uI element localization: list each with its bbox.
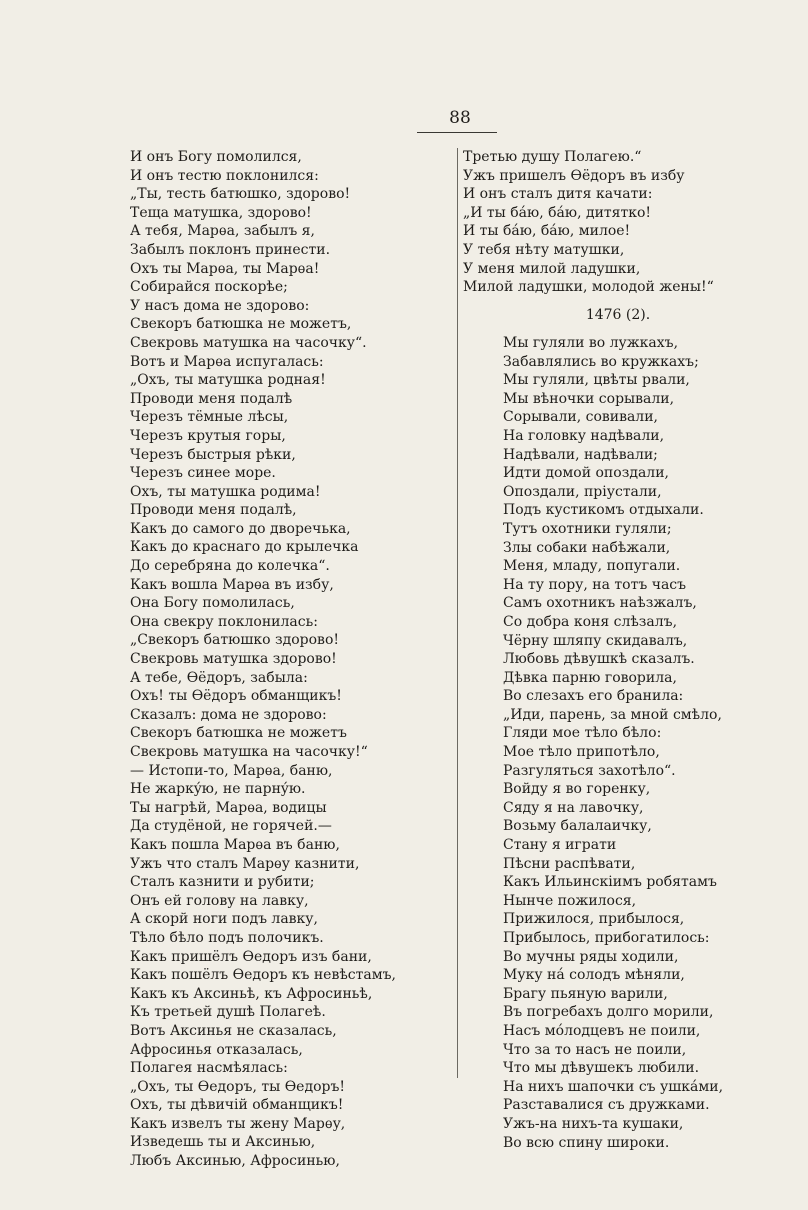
verse-line: Самъ охотникъ наѣзжалъ,	[503, 595, 697, 612]
verse-line: Войду я во горенку,	[503, 781, 651, 798]
verse-line: Въ погребахъ долго морили,	[503, 1004, 714, 1021]
verse-line: Вотъ и Марѳа испугалась:	[130, 353, 324, 370]
verse-line: Стану я играти	[503, 837, 617, 854]
verse-line: Забавлялись во кружкахъ;	[503, 353, 699, 370]
verse-line: Надѣвали, надѣвали;	[503, 446, 658, 463]
verse-line: Подъ кустикомъ отдыхали.	[503, 502, 704, 519]
verse-line: И онъ Богу помолился,	[130, 149, 302, 165]
verse-line: Какъ пришёлъ Ѳедоръ изъ бани,	[130, 948, 372, 965]
verse-line: На нихъ шапочки съ ушкáми,	[503, 1078, 724, 1095]
verse-line: Чёрну шляпу скидавалъ,	[503, 632, 688, 649]
verse-line: Какъ пошёлъ Ѳедоръ къ невѣстамъ,	[130, 967, 396, 984]
verse-line: Какъ до самого до дворечька,	[130, 520, 351, 537]
verse-line: Свекоръ батюшка не можетъ,	[130, 316, 352, 333]
verse-line: Изведешь ты и Аксинью,	[130, 1134, 316, 1151]
verse-line: Что за то насъ не поили,	[503, 1041, 687, 1058]
verse-line: Идти домой опоздали,	[503, 465, 669, 482]
page-number: 88	[449, 108, 471, 128]
column-separator	[457, 148, 458, 1078]
verse-line: И ты бáю, бáю, милое!	[463, 223, 631, 240]
verse-line: Злы собаки набѣжали,	[503, 539, 671, 556]
verse-line: У тебя нѣту матушки,	[463, 241, 625, 258]
verse-line: Разгуляться захотѣло“.	[503, 762, 676, 779]
poem-heading: 1476 (2).	[585, 307, 651, 323]
verse-line: А скорй ноги подъ лавку,	[130, 911, 318, 928]
verse-line: Свекоръ батюшка не можетъ	[130, 725, 347, 742]
verse-line: До серебряна до колечка“.	[130, 558, 330, 575]
verse-line: „И ты бáю, бáю, дитятко!	[463, 204, 652, 221]
verse-line: Черезъ крутыя горы,	[130, 427, 286, 444]
verse-line: Ужъ пришелъ Ѳёдоръ въ избу	[463, 167, 685, 184]
verse-line: Охъ, ты дѣвичій обманщикъ!	[130, 1097, 344, 1114]
verse-line: Афросинья отказалась,	[130, 1041, 303, 1058]
verse-line: Она Богу помолилась,	[130, 595, 295, 612]
verse-line: Сказалъ: дома не здорово:	[130, 706, 327, 723]
verse-line: Во мучны ряды ходили,	[503, 948, 679, 965]
verse-line: Ужъ-на нихъ-та кушаки,	[503, 1115, 684, 1132]
verse-line: Прибылось, прибогатилось:	[503, 930, 710, 946]
verse-line: Собирайся поскорѣе;	[130, 279, 288, 296]
verse-line: Опоздали, пріустали,	[503, 483, 662, 500]
verse-line: Теща матушка, здорово!	[130, 204, 312, 221]
verse-line: Мы гуляли, цвѣты рвали,	[503, 372, 690, 389]
verse-line: Свекровь матушка на часочку“.	[130, 334, 367, 351]
verse-line: Во слезахъ его бранила:	[503, 688, 684, 705]
verse-line: Забылъ поклонъ принести.	[130, 241, 331, 258]
verse-line: Сорывали, совивали,	[503, 409, 658, 426]
verse-line: — Истопи-то, Марѳа, баню,	[130, 762, 333, 779]
verse-line: Разставалися съ дружками.	[503, 1097, 710, 1114]
left-column	[130, 148, 450, 1171]
verse-line: У насъ дома не здорово:	[130, 297, 310, 314]
verse-line: А тебя, Марѳа, забылъ я,	[130, 223, 315, 240]
verse-line: На ту пору, на тотъ часъ	[503, 576, 687, 593]
verse-line: Онъ ей голову на лавку,	[130, 892, 309, 909]
verse-line: Сяду я на лавочку,	[503, 799, 644, 816]
verse-line: Третью душу Полагею.“	[463, 149, 642, 165]
verse-line: Какъ вошла Марѳа въ избу,	[130, 576, 334, 593]
verse-line: И онъ тестю поклонился:	[130, 167, 319, 184]
verse-line: „Ты, тесть батюшко, здорово!	[130, 186, 351, 203]
verse-line: Свекровь матушка на часочку!“	[130, 744, 368, 760]
verse-line: Охъ, ты матушка родима!	[130, 483, 321, 500]
verse-line: Черезъ быстрыя рѣки,	[130, 446, 296, 463]
verse-line: Вотъ Аксинья не сказалась,	[130, 1022, 337, 1039]
verse-line: „Охъ, ты матушка родная!	[130, 372, 326, 389]
verse-line: Полагея насмѣялась:	[130, 1060, 288, 1077]
verse-line: Муку нá солодъ мѣняли,	[503, 967, 685, 984]
verse-line: Проводи меня подалѣ,	[130, 502, 297, 519]
verse-line: Сталъ казнити и рубити;	[130, 874, 315, 891]
verse-line: И онъ сталъ дитя качати:	[463, 186, 653, 203]
verse-line: Насъ мóлодцевъ не поили,	[503, 1022, 701, 1039]
verse-line: Ты нагрѣй, Марѳа, водицы	[130, 799, 327, 816]
verse-line: Во всю спину широки.	[503, 1134, 670, 1151]
verse-line: Брагу пьяную варили,	[503, 985, 668, 1002]
verse-line: Охъ ты Марѳа, ты Марѳа!	[130, 260, 320, 277]
verse-line: Черезъ тёмные лѣсы,	[130, 409, 289, 426]
verse-line: Любъ Аксинью, Афросинью,	[130, 1153, 340, 1170]
verse-line: Какъ до краснаго до крылечка	[130, 539, 359, 556]
verse-line: Не жаркýю, не парнýю.	[130, 781, 306, 798]
right-column-top	[463, 148, 773, 297]
verse-line: Ужъ что сталъ Марѳу казнити,	[130, 855, 360, 872]
verse-line: Любовь дѣвушкѣ сказалъ.	[503, 651, 695, 668]
verse-line: Тѣло бѣло подъ полочикъ.	[130, 929, 324, 946]
verse-line: Къ третьей душѣ Полагеѣ.	[130, 1004, 326, 1021]
verse-line: Гляди мое тѣло бѣло:	[503, 725, 662, 742]
header-rule	[417, 132, 497, 133]
verse-line: Какъ Ильинскіимъ робятамъ	[503, 874, 717, 891]
verse-line: Возьму балалаичку,	[503, 818, 652, 835]
verse-line: Черезъ синее море.	[130, 465, 276, 482]
verse-line: Какъ извелъ ты жену Марѳу,	[130, 1115, 346, 1132]
verse-line: „Свекоръ батюшко здорово!	[130, 632, 339, 649]
verse-line: У меня милой ладушки,	[463, 260, 641, 277]
verse-line: „Охъ, ты Ѳедоръ, ты Ѳедоръ!	[130, 1078, 345, 1095]
verse-line: Охъ! ты Ѳёдоръ обманщикъ!	[130, 688, 342, 705]
verse-line: Мы вѣночки сорывали,	[503, 390, 675, 407]
verse-line: Какъ къ Аксиньѣ, къ Афросиньѣ,	[130, 985, 373, 1002]
right-column-bottom	[503, 334, 763, 1152]
verse-line: Прижилося, прибылося,	[503, 911, 685, 928]
verse-line: Дѣвка парню говорила,	[503, 669, 677, 686]
verse-line: „Иди, парень, за мной смѣло,	[503, 706, 722, 723]
verse-line: Нынче пожилося,	[503, 892, 637, 909]
verse-line: Она свекру поклонилась:	[130, 613, 318, 630]
verse-line: Какъ пошла Марѳа въ баню,	[130, 836, 340, 853]
verse-line: Свекровь матушка здорово!	[130, 651, 337, 668]
verse-line: Проводи меня подалѣ	[130, 390, 293, 407]
verse-line: Тутъ охотники гуляли;	[503, 520, 672, 537]
verse-line: Меня, младу, попугали.	[503, 558, 681, 575]
verse-line: Пѣсни распѣвати,	[503, 855, 636, 872]
verse-line: Со добра коня слѣзалъ,	[503, 613, 678, 630]
verse-line: Мое тѣло припотѣло,	[503, 744, 660, 761]
verse-line: Мы гуляли во лужкахъ,	[503, 335, 679, 351]
verse-line: Что мы дѣвушекъ любили.	[503, 1060, 700, 1077]
verse-line: На головку надѣвали,	[503, 427, 665, 444]
verse-line: Да студёной, не горячей.—	[130, 818, 332, 835]
verse-line: А тебе, Ѳёдоръ, забыла:	[130, 669, 308, 686]
verse-line: Милой ладушки, молодой жены!“	[463, 279, 714, 296]
